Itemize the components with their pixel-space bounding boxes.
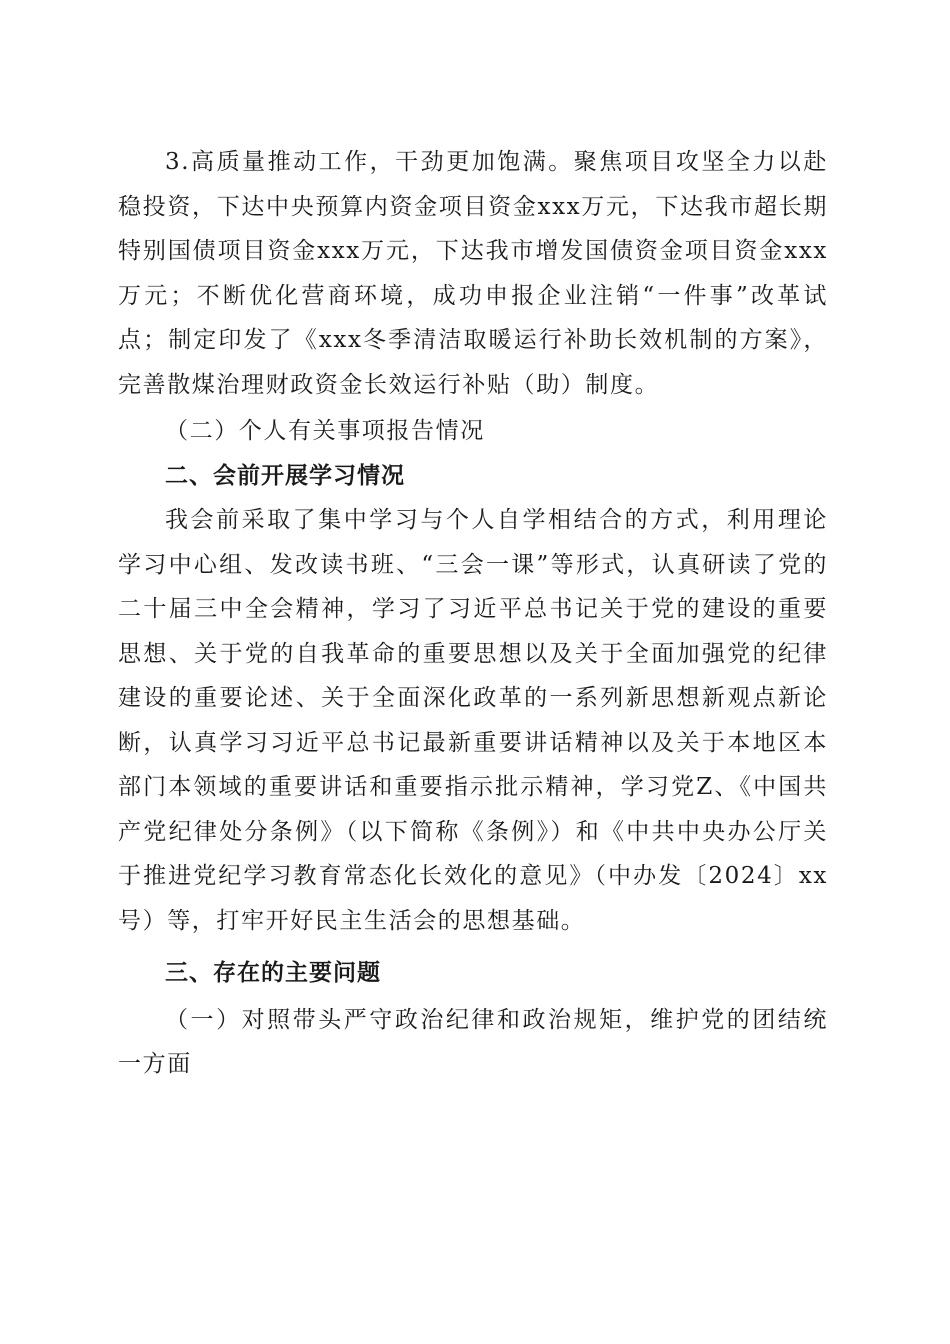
paragraph-work-quality: 3.高质量推动工作，干劲更加饱满。聚焦项目攻坚全力以赴稳投资，下达中央预算内资金项目资金xxx万元，下达我市超长期特别国债项目资金xxx万元，下达我市增发国债资金项目资金xxx万元；不断优化营商环境，成功申报企业注销“一件事”改革试点；制定印发了《xxx冬季清洁取暖运行补助长效机制的方案》，完善散煤治理财政资金长效运行补贴（助）制度。	[118, 149, 828, 398]
subheading-personal-report: （二）个人有关事项报告情况	[165, 418, 485, 444]
section-heading-problems: 三、存在的主要问题	[165, 960, 381, 986]
spacer	[118, 943, 828, 951]
paragraph-problem-one: （一）对照带头严守政治纪律和政治规矩，维护党的团结统一方面	[118, 1006, 828, 1077]
document-body	[118, 140, 828, 1087]
section-heading-study: 二、会前开展学习情况	[165, 462, 405, 489]
paragraph-study: 我会前采取了集中学习与个人自学相结合的方式，利用理论学习中心组、发改读书班、“三会一课”等形式，认真研读了党的二十届三中全会精神，学习了习近平总书记关于党的建设的重要思想、关于党的自我革命的重要思想以及关于全面加强党的纪律建设的重要论述、关于全面深化政革的一系列新思想新观点新论断，认真学习习近平总书记最新重要讲话精神以及关于本地区本部门本领域的重要讲话和重要指示批示精神，学习党Z、《中国共产党纪律处分条例》（以下简称《条例》）和《中共中央办公厅关于推进党纪学习教育常态化长效化的意见》（中办发〔2024〕xx号）等，打牢开好民主生活会的思想基础。	[118, 507, 828, 934]
